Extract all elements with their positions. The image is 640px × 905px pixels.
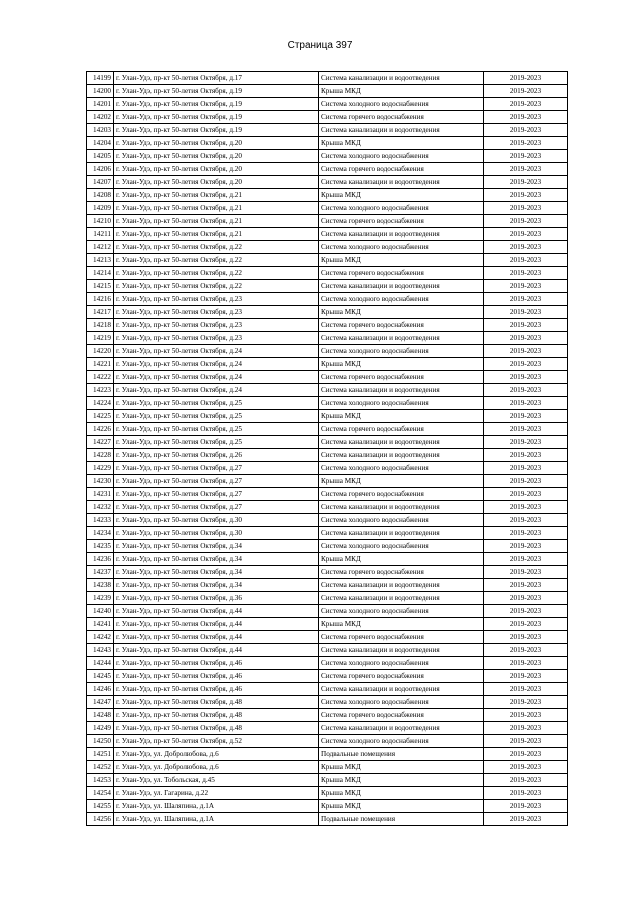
row-number: 14238 bbox=[87, 579, 114, 592]
row-address: г. Улан-Удэ, пр-кт 50-летия Октября, д.19 bbox=[114, 124, 319, 137]
row-number: 14233 bbox=[87, 514, 114, 527]
row-system: Система холодного водоснабжения bbox=[319, 462, 484, 475]
row-period: 2019-2023 bbox=[484, 813, 568, 826]
row-period: 2019-2023 bbox=[484, 605, 568, 618]
table-row bbox=[87, 85, 568, 98]
row-period: 2019-2023 bbox=[484, 488, 568, 501]
row-system: Крыша МКД bbox=[319, 137, 484, 150]
row-number: 14219 bbox=[87, 332, 114, 345]
row-period: 2019-2023 bbox=[484, 410, 568, 423]
table-row bbox=[87, 605, 568, 618]
row-system: Система канализации и водоотведения bbox=[319, 644, 484, 657]
table-row bbox=[87, 735, 568, 748]
row-number: 14224 bbox=[87, 397, 114, 410]
table-row bbox=[87, 553, 568, 566]
row-address: г. Улан-Удэ, пр-кт 50-летия Октября, д.26 bbox=[114, 449, 319, 462]
table-row bbox=[87, 384, 568, 397]
row-address: г. Улан-Удэ, пр-кт 50-летия Октября, д.44 bbox=[114, 631, 319, 644]
row-period: 2019-2023 bbox=[484, 436, 568, 449]
row-period: 2019-2023 bbox=[484, 566, 568, 579]
table-row bbox=[87, 774, 568, 787]
row-period: 2019-2023 bbox=[484, 267, 568, 280]
row-period: 2019-2023 bbox=[484, 319, 568, 332]
row-number: 14205 bbox=[87, 150, 114, 163]
row-period: 2019-2023 bbox=[484, 72, 568, 85]
row-address: г. Улан-Удэ, пр-кт 50-летия Октября, д.34 bbox=[114, 566, 319, 579]
row-number: 14209 bbox=[87, 202, 114, 215]
row-address: г. Улан-Удэ, ул. Шаляпина, д.1А bbox=[114, 800, 319, 813]
row-period: 2019-2023 bbox=[484, 748, 568, 761]
row-address: г. Улан-Удэ, пр-кт 50-летия Октября, д.20 bbox=[114, 176, 319, 189]
row-address: г. Улан-Удэ, пр-кт 50-летия Октября, д.52 bbox=[114, 735, 319, 748]
row-period: 2019-2023 bbox=[484, 787, 568, 800]
row-number: 14234 bbox=[87, 527, 114, 540]
table-row bbox=[87, 787, 568, 800]
table-row bbox=[87, 449, 568, 462]
row-period: 2019-2023 bbox=[484, 475, 568, 488]
row-period: 2019-2023 bbox=[484, 618, 568, 631]
row-period: 2019-2023 bbox=[484, 501, 568, 514]
row-period: 2019-2023 bbox=[484, 189, 568, 202]
row-number: 14203 bbox=[87, 124, 114, 137]
row-system: Система горячего водоснабжения bbox=[319, 423, 484, 436]
row-number: 14252 bbox=[87, 761, 114, 774]
row-system: Система канализации и водоотведения bbox=[319, 280, 484, 293]
row-system: Система канализации и водоотведения bbox=[319, 592, 484, 605]
row-number: 14248 bbox=[87, 709, 114, 722]
row-system: Система холодного водоснабжения bbox=[319, 735, 484, 748]
row-number: 14241 bbox=[87, 618, 114, 631]
table-row bbox=[87, 293, 568, 306]
table-row bbox=[87, 761, 568, 774]
table-row bbox=[87, 111, 568, 124]
table-row bbox=[87, 670, 568, 683]
row-number: 14220 bbox=[87, 345, 114, 358]
row-address: г. Улан-Удэ, пр-кт 50-летия Октября, д.20 bbox=[114, 150, 319, 163]
table-row bbox=[87, 644, 568, 657]
row-number: 14247 bbox=[87, 696, 114, 709]
row-address: г. Улан-Удэ, пр-кт 50-летия Октября, д.23 bbox=[114, 306, 319, 319]
row-address: г. Улан-Удэ, пр-кт 50-летия Октября, д.22 bbox=[114, 254, 319, 267]
row-period: 2019-2023 bbox=[484, 553, 568, 566]
row-address: г. Улан-Удэ, пр-кт 50-летия Октября, д.34 bbox=[114, 540, 319, 553]
row-system: Система горячего водоснабжения bbox=[319, 267, 484, 280]
table-row bbox=[87, 631, 568, 644]
row-period: 2019-2023 bbox=[484, 241, 568, 254]
row-number: 14212 bbox=[87, 241, 114, 254]
row-address: г. Улан-Удэ, пр-кт 50-летия Октября, д.20 bbox=[114, 163, 319, 176]
row-address: г. Улан-Удэ, пр-кт 50-летия Октября, д.30 bbox=[114, 514, 319, 527]
row-system: Система канализации и водоотведения bbox=[319, 722, 484, 735]
row-period: 2019-2023 bbox=[484, 462, 568, 475]
row-period: 2019-2023 bbox=[484, 371, 568, 384]
row-period: 2019-2023 bbox=[484, 683, 568, 696]
row-address: г. Улан-Удэ, пр-кт 50-летия Октября, д.30 bbox=[114, 527, 319, 540]
row-period: 2019-2023 bbox=[484, 761, 568, 774]
table-row bbox=[87, 800, 568, 813]
row-period: 2019-2023 bbox=[484, 358, 568, 371]
row-number: 14251 bbox=[87, 748, 114, 761]
row-system: Крыша МКД bbox=[319, 475, 484, 488]
row-number: 14202 bbox=[87, 111, 114, 124]
row-system: Крыша МКД bbox=[319, 254, 484, 267]
row-address: г. Улан-Удэ, пр-кт 50-летия Октября, д.48 bbox=[114, 709, 319, 722]
row-number: 14245 bbox=[87, 670, 114, 683]
table-row bbox=[87, 709, 568, 722]
row-system: Система канализации и водоотведения bbox=[319, 384, 484, 397]
table-row bbox=[87, 501, 568, 514]
table-row bbox=[87, 488, 568, 501]
row-number: 14217 bbox=[87, 306, 114, 319]
row-address: г. Улан-Удэ, пр-кт 50-летия Октября, д.27 bbox=[114, 501, 319, 514]
row-period: 2019-2023 bbox=[484, 579, 568, 592]
row-address: г. Улан-Удэ, пр-кт 50-летия Октября, д.23 bbox=[114, 293, 319, 306]
row-number: 14221 bbox=[87, 358, 114, 371]
row-system: Крыша МКД bbox=[319, 774, 484, 787]
row-number: 14204 bbox=[87, 137, 114, 150]
row-address: г. Улан-Удэ, пр-кт 50-летия Октября, д.46 bbox=[114, 683, 319, 696]
row-system: Крыша МКД bbox=[319, 800, 484, 813]
table-row bbox=[87, 371, 568, 384]
row-address: г. Улан-Удэ, пр-кт 50-летия Октября, д.19 bbox=[114, 85, 319, 98]
table-row bbox=[87, 137, 568, 150]
row-address: г. Улан-Удэ, пр-кт 50-летия Октября, д.21 bbox=[114, 215, 319, 228]
row-number: 14207 bbox=[87, 176, 114, 189]
row-period: 2019-2023 bbox=[484, 176, 568, 189]
row-period: 2019-2023 bbox=[484, 254, 568, 267]
row-number: 14199 bbox=[87, 72, 114, 85]
row-system: Система холодного водоснабжения bbox=[319, 98, 484, 111]
row-address: г. Улан-Удэ, пр-кт 50-летия Октября, д.20 bbox=[114, 137, 319, 150]
table-row bbox=[87, 462, 568, 475]
row-system: Система горячего водоснабжения bbox=[319, 566, 484, 579]
row-address: г. Улан-Удэ, пр-кт 50-летия Октября, д.25 bbox=[114, 397, 319, 410]
row-period: 2019-2023 bbox=[484, 644, 568, 657]
row-system: Система канализации и водоотведения bbox=[319, 683, 484, 696]
row-number: 14210 bbox=[87, 215, 114, 228]
row-number: 14240 bbox=[87, 605, 114, 618]
row-period: 2019-2023 bbox=[484, 670, 568, 683]
row-address: г. Улан-Удэ, ул. Тобольская, д.45 bbox=[114, 774, 319, 787]
row-number: 14215 bbox=[87, 280, 114, 293]
row-system: Система канализации и водоотведения bbox=[319, 72, 484, 85]
row-number: 14230 bbox=[87, 475, 114, 488]
row-system: Система холодного водоснабжения bbox=[319, 202, 484, 215]
row-system: Система холодного водоснабжения bbox=[319, 241, 484, 254]
row-period: 2019-2023 bbox=[484, 202, 568, 215]
row-system: Крыша МКД bbox=[319, 761, 484, 774]
row-system: Система канализации и водоотведения bbox=[319, 449, 484, 462]
row-period: 2019-2023 bbox=[484, 696, 568, 709]
row-system: Система горячего водоснабжения bbox=[319, 488, 484, 501]
row-address: г. Улан-Удэ, пр-кт 50-летия Октября, д.46 bbox=[114, 670, 319, 683]
row-system: Система канализации и водоотведения bbox=[319, 176, 484, 189]
row-number: 14206 bbox=[87, 163, 114, 176]
row-period: 2019-2023 bbox=[484, 137, 568, 150]
row-system: Система канализации и водоотведения bbox=[319, 228, 484, 241]
row-number: 14225 bbox=[87, 410, 114, 423]
row-system: Крыша МКД bbox=[319, 410, 484, 423]
table-body bbox=[87, 72, 568, 826]
table-row bbox=[87, 813, 568, 826]
row-period: 2019-2023 bbox=[484, 293, 568, 306]
row-period: 2019-2023 bbox=[484, 722, 568, 735]
row-address: г. Улан-Удэ, ул. Добролюбова, д.6 bbox=[114, 761, 319, 774]
row-address: г. Улан-Удэ, пр-кт 50-летия Октября, д.27 bbox=[114, 475, 319, 488]
row-system: Система холодного водоснабжения bbox=[319, 657, 484, 670]
row-number: 14231 bbox=[87, 488, 114, 501]
row-period: 2019-2023 bbox=[484, 150, 568, 163]
data-table bbox=[86, 71, 568, 826]
row-number: 14227 bbox=[87, 436, 114, 449]
row-system: Крыша МКД bbox=[319, 85, 484, 98]
table-row bbox=[87, 319, 568, 332]
table-row bbox=[87, 189, 568, 202]
row-system: Система горячего водоснабжения bbox=[319, 371, 484, 384]
row-number: 14211 bbox=[87, 228, 114, 241]
row-period: 2019-2023 bbox=[484, 124, 568, 137]
row-number: 14235 bbox=[87, 540, 114, 553]
row-system: Подвальные помещения bbox=[319, 748, 484, 761]
row-system: Система канализации и водоотведения bbox=[319, 124, 484, 137]
row-address: г. Улан-Удэ, пр-кт 50-летия Октября, д.34 bbox=[114, 579, 319, 592]
row-period: 2019-2023 bbox=[484, 163, 568, 176]
row-number: 14239 bbox=[87, 592, 114, 605]
row-address: г. Улан-Удэ, пр-кт 50-летия Октября, д.24 bbox=[114, 358, 319, 371]
row-address: г. Улан-Удэ, пр-кт 50-летия Октября, д.22 bbox=[114, 241, 319, 254]
table-row bbox=[87, 436, 568, 449]
table-row bbox=[87, 696, 568, 709]
row-number: 14254 bbox=[87, 787, 114, 800]
table-row bbox=[87, 514, 568, 527]
table-row bbox=[87, 228, 568, 241]
row-number: 14249 bbox=[87, 722, 114, 735]
row-system: Система канализации и водоотведения bbox=[319, 579, 484, 592]
table-row bbox=[87, 527, 568, 540]
row-address: г. Улан-Удэ, пр-кт 50-летия Октября, д.46 bbox=[114, 657, 319, 670]
row-system: Крыша МКД bbox=[319, 618, 484, 631]
row-system: Система горячего водоснабжения bbox=[319, 709, 484, 722]
row-period: 2019-2023 bbox=[484, 228, 568, 241]
row-number: 14216 bbox=[87, 293, 114, 306]
row-address: г. Улан-Удэ, пр-кт 50-летия Октября, д.27 bbox=[114, 488, 319, 501]
row-system: Система холодного водоснабжения bbox=[319, 696, 484, 709]
table-row bbox=[87, 241, 568, 254]
row-address: г. Улан-Удэ, ул. Гагарина, д.22 bbox=[114, 787, 319, 800]
table-row bbox=[87, 215, 568, 228]
row-number: 14236 bbox=[87, 553, 114, 566]
row-number: 14237 bbox=[87, 566, 114, 579]
table-row bbox=[87, 683, 568, 696]
row-period: 2019-2023 bbox=[484, 514, 568, 527]
table-row bbox=[87, 280, 568, 293]
row-address: г. Улан-Удэ, пр-кт 50-летия Октября, д.25 bbox=[114, 410, 319, 423]
row-number: 14243 bbox=[87, 644, 114, 657]
table-row bbox=[87, 332, 568, 345]
page-header: Страница 397 bbox=[287, 40, 353, 51]
row-number: 14229 bbox=[87, 462, 114, 475]
table-row bbox=[87, 423, 568, 436]
row-address: г. Улан-Удэ, пр-кт 50-летия Октября, д.44 bbox=[114, 618, 319, 631]
row-number: 14250 bbox=[87, 735, 114, 748]
row-address: г. Улан-Удэ, пр-кт 50-летия Октября, д.44 bbox=[114, 605, 319, 618]
row-number: 14244 bbox=[87, 657, 114, 670]
row-period: 2019-2023 bbox=[484, 98, 568, 111]
row-period: 2019-2023 bbox=[484, 280, 568, 293]
table-row bbox=[87, 410, 568, 423]
row-system: Система канализации и водоотведения bbox=[319, 527, 484, 540]
row-address: г. Улан-Удэ, пр-кт 50-летия Октября, д.25 bbox=[114, 436, 319, 449]
row-period: 2019-2023 bbox=[484, 540, 568, 553]
row-number: 14242 bbox=[87, 631, 114, 644]
row-system: Крыша МКД bbox=[319, 306, 484, 319]
table-row bbox=[87, 397, 568, 410]
row-system: Крыша МКД bbox=[319, 553, 484, 566]
row-number: 14246 bbox=[87, 683, 114, 696]
row-system: Система горячего водоснабжения bbox=[319, 631, 484, 644]
row-system: Система канализации и водоотведения bbox=[319, 436, 484, 449]
row-system: Система холодного водоснабжения bbox=[319, 293, 484, 306]
table-row bbox=[87, 163, 568, 176]
row-period: 2019-2023 bbox=[484, 384, 568, 397]
row-system: Система горячего водоснабжения bbox=[319, 670, 484, 683]
table-row bbox=[87, 150, 568, 163]
row-address: г. Улан-Удэ, пр-кт 50-летия Октября, д.21 bbox=[114, 228, 319, 241]
row-address: г. Улан-Удэ, пр-кт 50-летия Октября, д.23 bbox=[114, 332, 319, 345]
row-period: 2019-2023 bbox=[484, 306, 568, 319]
table-row bbox=[87, 722, 568, 735]
table-row bbox=[87, 254, 568, 267]
row-period: 2019-2023 bbox=[484, 527, 568, 540]
row-address: г. Улан-Удэ, пр-кт 50-летия Октября, д.24 bbox=[114, 345, 319, 358]
row-number: 14201 bbox=[87, 98, 114, 111]
row-period: 2019-2023 bbox=[484, 657, 568, 670]
row-address: г. Улан-Удэ, пр-кт 50-летия Октября, д.22 bbox=[114, 280, 319, 293]
row-system: Система канализации и водоотведения bbox=[319, 501, 484, 514]
row-period: 2019-2023 bbox=[484, 735, 568, 748]
row-system: Система канализации и водоотведения bbox=[319, 332, 484, 345]
row-number: 14228 bbox=[87, 449, 114, 462]
row-address: г. Улан-Удэ, пр-кт 50-летия Октября, д.48 bbox=[114, 722, 319, 735]
row-address: г. Улан-Удэ, пр-кт 50-летия Октября, д.36 bbox=[114, 592, 319, 605]
row-address: г. Улан-Удэ, пр-кт 50-летия Октября, д.17 bbox=[114, 72, 319, 85]
row-address: г. Улан-Удэ, пр-кт 50-летия Октября, д.22 bbox=[114, 267, 319, 280]
row-system: Система горячего водоснабжения bbox=[319, 111, 484, 124]
table-row bbox=[87, 748, 568, 761]
table-row bbox=[87, 579, 568, 592]
table-row bbox=[87, 592, 568, 605]
row-system: Подвальные помещения bbox=[319, 813, 484, 826]
table-row bbox=[87, 98, 568, 111]
table-row bbox=[87, 540, 568, 553]
row-system: Система горячего водоснабжения bbox=[319, 319, 484, 332]
row-number: 14232 bbox=[87, 501, 114, 514]
row-number: 14213 bbox=[87, 254, 114, 267]
row-number: 14222 bbox=[87, 371, 114, 384]
row-period: 2019-2023 bbox=[484, 709, 568, 722]
row-system: Система холодного водоснабжения bbox=[319, 540, 484, 553]
row-address: г. Улан-Удэ, пр-кт 50-летия Октября, д.21 bbox=[114, 202, 319, 215]
row-address: г. Улан-Удэ, пр-кт 50-летия Октября, д.48 bbox=[114, 696, 319, 709]
table-row bbox=[87, 566, 568, 579]
row-address: г. Улан-Удэ, пр-кт 50-летия Октября, д.24 bbox=[114, 371, 319, 384]
row-period: 2019-2023 bbox=[484, 85, 568, 98]
row-system: Система холодного водоснабжения bbox=[319, 605, 484, 618]
row-address: г. Улан-Удэ, пр-кт 50-летия Октября, д.25 bbox=[114, 423, 319, 436]
row-system: Крыша МКД bbox=[319, 358, 484, 371]
table-row bbox=[87, 657, 568, 670]
row-period: 2019-2023 bbox=[484, 397, 568, 410]
table-row bbox=[87, 202, 568, 215]
row-address: г. Улан-Удэ, пр-кт 50-летия Октября, д.19 bbox=[114, 111, 319, 124]
row-period: 2019-2023 bbox=[484, 449, 568, 462]
row-address: г. Улан-Удэ, ул. Шаляпина, д.1А bbox=[114, 813, 319, 826]
row-address: г. Улан-Удэ, пр-кт 50-летия Октября, д.19 bbox=[114, 98, 319, 111]
table-row bbox=[87, 358, 568, 371]
row-number: 14214 bbox=[87, 267, 114, 280]
row-number: 14223 bbox=[87, 384, 114, 397]
row-address: г. Улан-Удэ, пр-кт 50-летия Октября, д.21 bbox=[114, 189, 319, 202]
table-row bbox=[87, 176, 568, 189]
row-address: г. Улан-Удэ, пр-кт 50-летия Октября, д.24 bbox=[114, 384, 319, 397]
table-row bbox=[87, 72, 568, 85]
row-system: Крыша МКД bbox=[319, 787, 484, 800]
row-period: 2019-2023 bbox=[484, 111, 568, 124]
table-row bbox=[87, 618, 568, 631]
row-period: 2019-2023 bbox=[484, 215, 568, 228]
table-row bbox=[87, 345, 568, 358]
row-system: Система горячего водоснабжения bbox=[319, 163, 484, 176]
row-period: 2019-2023 bbox=[484, 592, 568, 605]
row-number: 14208 bbox=[87, 189, 114, 202]
table-row bbox=[87, 124, 568, 137]
row-period: 2019-2023 bbox=[484, 345, 568, 358]
row-number: 14200 bbox=[87, 85, 114, 98]
table-row bbox=[87, 475, 568, 488]
row-number: 14226 bbox=[87, 423, 114, 436]
row-period: 2019-2023 bbox=[484, 423, 568, 436]
table-row bbox=[87, 267, 568, 280]
row-system: Система холодного водоснабжения bbox=[319, 514, 484, 527]
row-number: 14256 bbox=[87, 813, 114, 826]
row-system: Крыша МКД bbox=[319, 189, 484, 202]
row-address: г. Улан-Удэ, пр-кт 50-летия Октября, д.23 bbox=[114, 319, 319, 332]
row-address: г. Улан-Удэ, пр-кт 50-летия Октября, д.34 bbox=[114, 553, 319, 566]
row-period: 2019-2023 bbox=[484, 332, 568, 345]
row-period: 2019-2023 bbox=[484, 631, 568, 644]
row-address: г. Улан-Удэ, ул. Добролюбова, д.6 bbox=[114, 748, 319, 761]
row-number: 14255 bbox=[87, 800, 114, 813]
row-address: г. Улан-Удэ, пр-кт 50-летия Октября, д.27 bbox=[114, 462, 319, 475]
table-row bbox=[87, 306, 568, 319]
row-system: Система холодного водоснабжения bbox=[319, 150, 484, 163]
row-system: Система холодного водоснабжения bbox=[319, 397, 484, 410]
row-number: 14253 bbox=[87, 774, 114, 787]
row-number: 14218 bbox=[87, 319, 114, 332]
row-system: Система холодного водоснабжения bbox=[319, 345, 484, 358]
row-address: г. Улан-Удэ, пр-кт 50-летия Октября, д.44 bbox=[114, 644, 319, 657]
row-period: 2019-2023 bbox=[484, 800, 568, 813]
row-system: Система горячего водоснабжения bbox=[319, 215, 484, 228]
row-period: 2019-2023 bbox=[484, 774, 568, 787]
